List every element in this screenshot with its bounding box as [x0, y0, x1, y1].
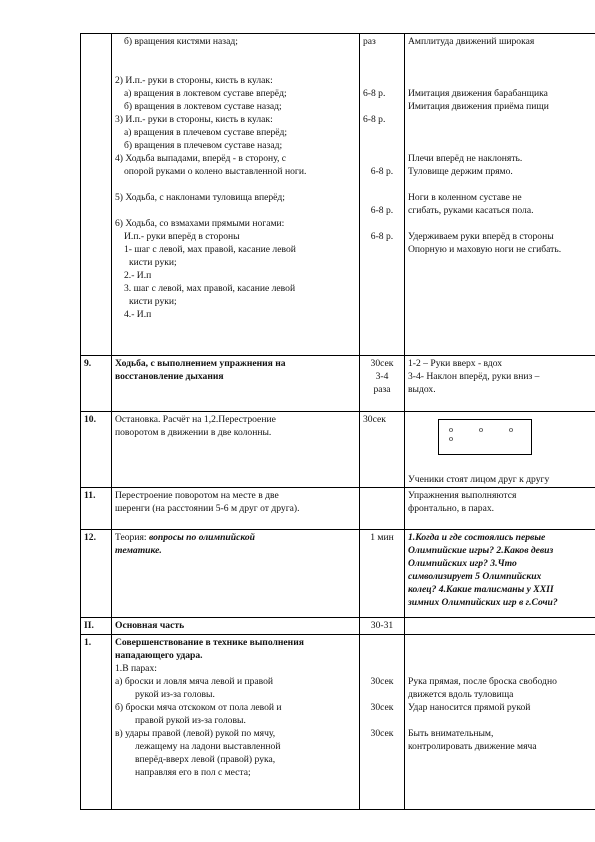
- dosage-cell: 1 мин: [360, 530, 405, 618]
- table-row: [81, 530, 595, 618]
- row-number: 10.: [81, 412, 112, 488]
- student-marker: о: [449, 434, 453, 443]
- dosage-cell: 30сек 3-4 раза: [360, 356, 405, 412]
- notes-cell: 1-2 – Руки вверх - вдох 3-4- Наклон вперёд, руки вниз – выдох.: [405, 356, 595, 412]
- row-number: 11.: [81, 488, 112, 530]
- row-number: 1.: [81, 635, 112, 810]
- table-row: [81, 356, 595, 412]
- student-marker: о: [509, 425, 513, 434]
- notes-cell: Амплитуда движений широкая Имитация движения барабанщика Имитация движения приёма пищи Плечи вперёд не наклонять. Туловище держим прямо. Ноги в коленном суставе не сгибать, руками касаться пола. Удерживаем руки вперёд в стороны Опорную и маховую ноги не сгибать.: [405, 34, 595, 356]
- exercise-content: Перестроение поворотом на месте в две шеренги (на расстоянии 5-6 м друг от друга).: [112, 488, 360, 530]
- dosage-cell: 30сек: [360, 412, 405, 488]
- notes-cell: [405, 618, 595, 635]
- exercise-content: Теория: вопросы по олимпийской тематике.: [112, 530, 360, 618]
- lesson-plan-table: [80, 33, 595, 810]
- row-number: 9.: [81, 356, 112, 412]
- row-number: [81, 34, 112, 356]
- dosage-cell: 30сек 30сек 30сек: [360, 635, 405, 810]
- table-row: [81, 412, 595, 488]
- notes-cell: 1.Когда и где состоялись первые Олимпийские игры? 2.Каков девиз Олимпийских игр? 3.Что символизирует 5 Олимпийских колец? 4.Какие талисманы у XXII зимних Олимпийских игр в г.Сочи?: [405, 530, 595, 618]
- exercise-content: Остановка. Расчёт на 1,2.Перестроение поворотом в движении в две колонны.: [112, 412, 360, 488]
- notes-cell: о о о о Ученики стоят лицом друг к другу: [405, 412, 595, 488]
- student-marker: о: [449, 425, 453, 434]
- table-row: [81, 488, 595, 530]
- theory-topic: вопросы по олимпийской: [148, 532, 255, 543]
- student-marker: о: [479, 425, 483, 434]
- section-row: [81, 618, 595, 635]
- table-row: [81, 635, 595, 810]
- section-number: II.: [81, 618, 112, 635]
- dosage-cell: раз 6-8 р. 6-8 р. 6-8 р. 6-8 р. 6-8 р.: [360, 34, 405, 356]
- section-duration: 30-31: [360, 618, 405, 635]
- section-title: Основная часть: [112, 618, 360, 635]
- notes-cell: Рука прямая, после броска свободно движется вдоль туловища Удар наносится прямой рукой Быть внимательным, контролировать движение мяча: [405, 635, 595, 810]
- exercise-content: Совершенствование в технике выполнения нападающего удара. 1.В парах: а) броски и ловля мяча левой и правой рукой из-за головы. б) броски мяча отскоком от пола левой и правой рукой из-за головы. в) удары правой (левой) рукой по мячу, лежащему на ладони выставленной вперёд-вверх левой (правой) рука, направляя его в пол с места;: [112, 635, 360, 810]
- exercise-content: Ходьба, с выполнением упражнения на восстановление дыхания: [112, 356, 360, 412]
- exercise-content: б) вращения кистями назад; 2) И.п.- руки в стороны, кисть в кулак: а) вращения в локтевом суставе вперёд; б) вращения в локтевом суставе назад; 3) И.п.- руки в стороны, кисть в кулак: а) вращения в плечевом суставе вперёд; б) вращения в плечевом суставе назад; 4) Ходьба выпадами, вперёд - в сторону, с опорой руками о колено выставленной ноги. 5) Ходьба, с наклонами туловища вперёд; 6) Ходьба, со взмахами прямыми ногами: И.п.- руки вперёд в стороны 1- шаг с левой, мах правой, касание левой кисти руки; 2.- И.п 3. шаг с левой, мах правой, касание левой кисти руки; 4.- И.п: [112, 34, 360, 356]
- dosage-cell: [360, 488, 405, 530]
- formation-diagram: [438, 419, 532, 455]
- row-number: 12.: [81, 530, 112, 618]
- theory-prefix: Теория:: [115, 532, 149, 543]
- table-row: [81, 34, 595, 356]
- notes-cell: Упражнения выполняются фронтально, в парах.: [405, 488, 595, 530]
